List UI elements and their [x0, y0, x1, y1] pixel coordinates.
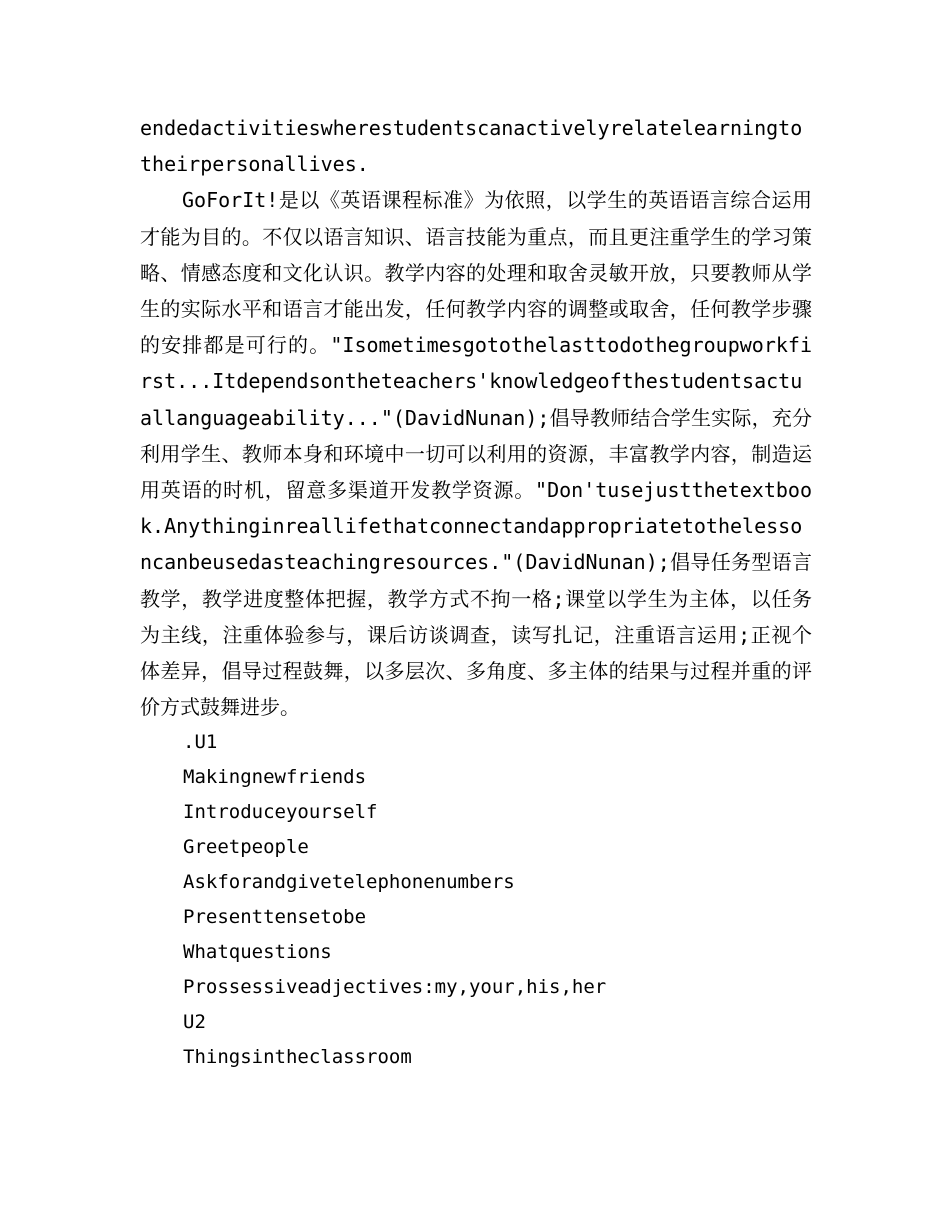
unit-outline-list	[140, 725, 812, 1075]
document-page	[140, 110, 812, 1075]
list-item: Prossessiveadjectives:my,your,his,her	[183, 976, 607, 999]
list-item: U2	[183, 1011, 206, 1034]
paragraph-2: GoForIt!是以《英语课程标准》为依照，以学生的英语语言综合运用才能为目的。不仅以语言知识、语言技能为重点，而且更注重学生的学习策略、情感态度和文化认识。教学内容的处理和取舍灵敏开放，只要教师从学生的实际水平和语言才能出发，任何教学内容的调整或取舍，任何教学步骤的安排都是可行的。"Isometimesgotothelasttodothegroupworkfirst...Itdependsontheteachers'knowledgeofthestudentsactuallanguageability..."(DavidNunan);倡导教师结合学生实际，充分利用学生、教师本身和环境中一切可以利用的资源，丰富教学内容，制造运用英语的时机，留意多渠道开发教学资源。"Don'tusejustthetextbook.Anythinginreallifethatconnectandappropriatetothelessoncanbeusedasteachingresources."(DavidNunan);倡导任务型语言教学，教学进度整体把握，教学方式不拘一格;课堂以学生为主体，以任务为主线，注重体验参与，课后访谈调查，读写扎记，注重语言运用;正视个体差异，倡导过程鼓舞，以多层次、多角度、多主体的结果与过程并重的评价方式鼓舞进步。	[140, 188, 812, 720]
list-item: Askforandgivetelephonenumbers	[183, 871, 515, 894]
list-item: Makingnewfriends	[183, 766, 367, 789]
list-item: Thingsintheclassroom	[183, 1046, 412, 1069]
paragraph-1: endedactivitieswherestudentscanactivelyrelatelearningtotheirpersonallives.	[140, 116, 803, 177]
list-item: Whatquestions	[183, 941, 332, 964]
list-item: .U1	[183, 731, 218, 754]
list-item: Introduceyourself	[183, 801, 378, 824]
list-item: Greetpeople	[183, 836, 309, 859]
list-item: Presenttensetobe	[183, 906, 367, 929]
